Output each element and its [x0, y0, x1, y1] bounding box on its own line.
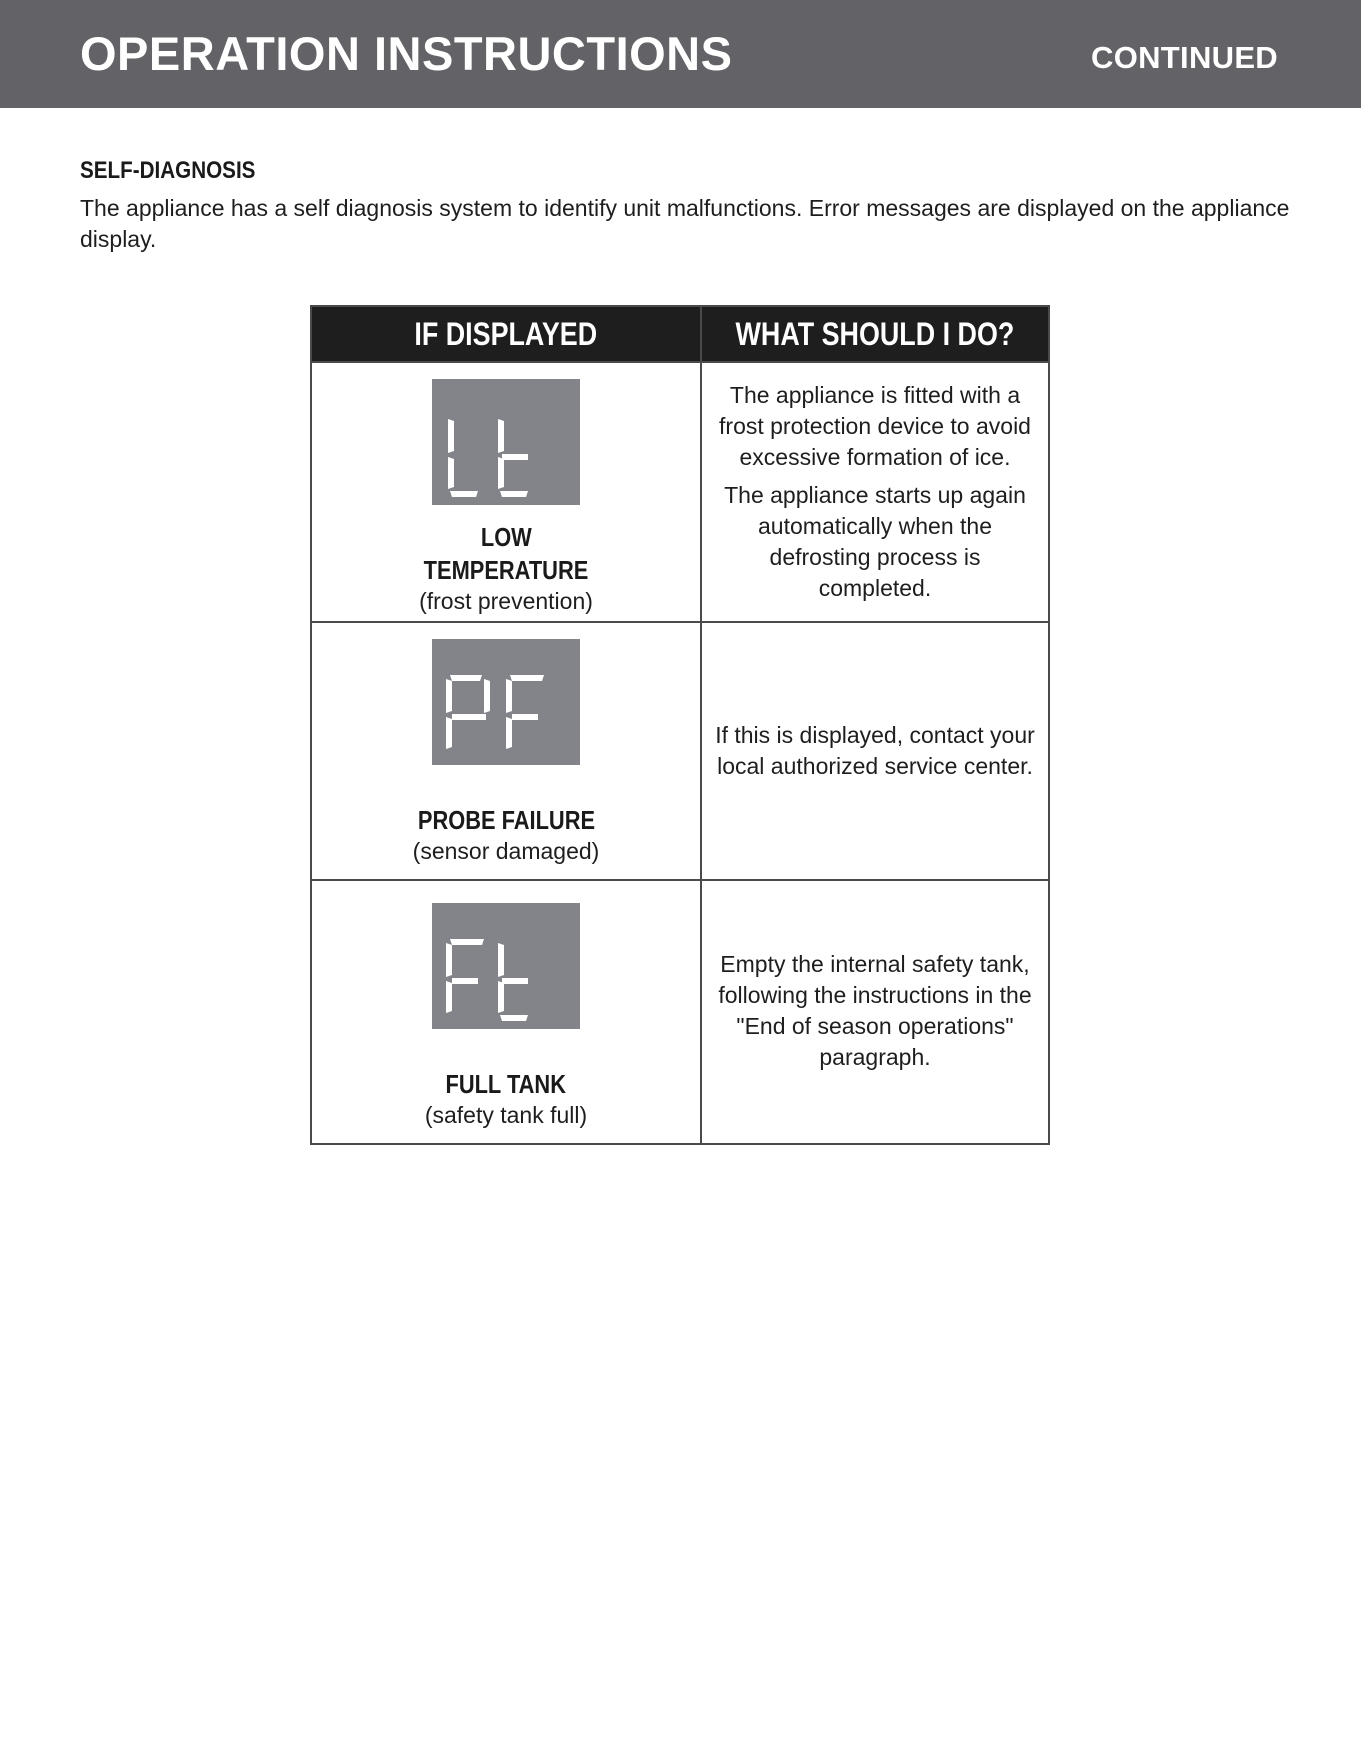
action-cell [701, 880, 1049, 1144]
intro-paragraph: The appliance has a self diagnosis system to identify unit malfunctions. Error messages are displayed on the appliance display. [80, 195, 1290, 252]
condition-cell [311, 880, 701, 1144]
table-row [311, 622, 1049, 880]
table-row [311, 880, 1049, 1144]
condition-cell [311, 362, 701, 622]
continued-label: CONTINUED [1091, 40, 1278, 75]
action-text-2: The appliance starts up again automatically when the defrosting process is completed. [724, 482, 1026, 601]
header-if-displayed-label: IF DISPLAYED [414, 315, 598, 352]
header-bar [0, 0, 1361, 108]
section-heading: SELF-DIAGNOSIS [80, 157, 256, 184]
condition-text [312, 1068, 700, 1129]
page-title: OPERATION INSTRUCTIONS [80, 27, 733, 80]
table-row [311, 362, 1049, 622]
condition-note: (frost prevention) [419, 588, 593, 614]
table-header-row [311, 306, 1049, 362]
action-cell [701, 622, 1049, 880]
condition-text [312, 521, 700, 615]
condition-name: LOW [480, 522, 532, 552]
condition-note: (safety tank full) [424, 1102, 588, 1128]
condition-cell [311, 622, 701, 880]
diagnosis-table [310, 305, 1050, 1145]
pf-segment-glyph [432, 639, 580, 765]
action-text: If this is displayed, contact your local authorized service center. [715, 722, 1035, 779]
header-what-to-do [701, 306, 1049, 362]
condition-name: PROBE FAILURE [417, 805, 595, 835]
condition-name: FULL TANK [445, 1069, 567, 1099]
action-text: Empty the internal safety tank, following the instructions in the "End of season operations" paragraph. [718, 951, 1032, 1070]
display-lt-icon [432, 379, 580, 505]
header-if-displayed [311, 306, 701, 362]
condition-text [312, 804, 700, 865]
display-ft-icon [432, 903, 580, 1029]
ft-segment-glyph [432, 903, 580, 1029]
lt-segment-glyph [432, 379, 580, 505]
display-pf-icon [432, 639, 580, 765]
condition-note: (sensor damaged) [412, 838, 600, 864]
condition-name-line2: TEMPERATURE [423, 555, 589, 585]
header-what-to-do-label: WHAT SHOULD I DO? [735, 315, 1015, 352]
action-text: The appliance is fitted with a frost protection device to avoid excessive formation of ice. [719, 382, 1031, 470]
action-cell [701, 362, 1049, 622]
